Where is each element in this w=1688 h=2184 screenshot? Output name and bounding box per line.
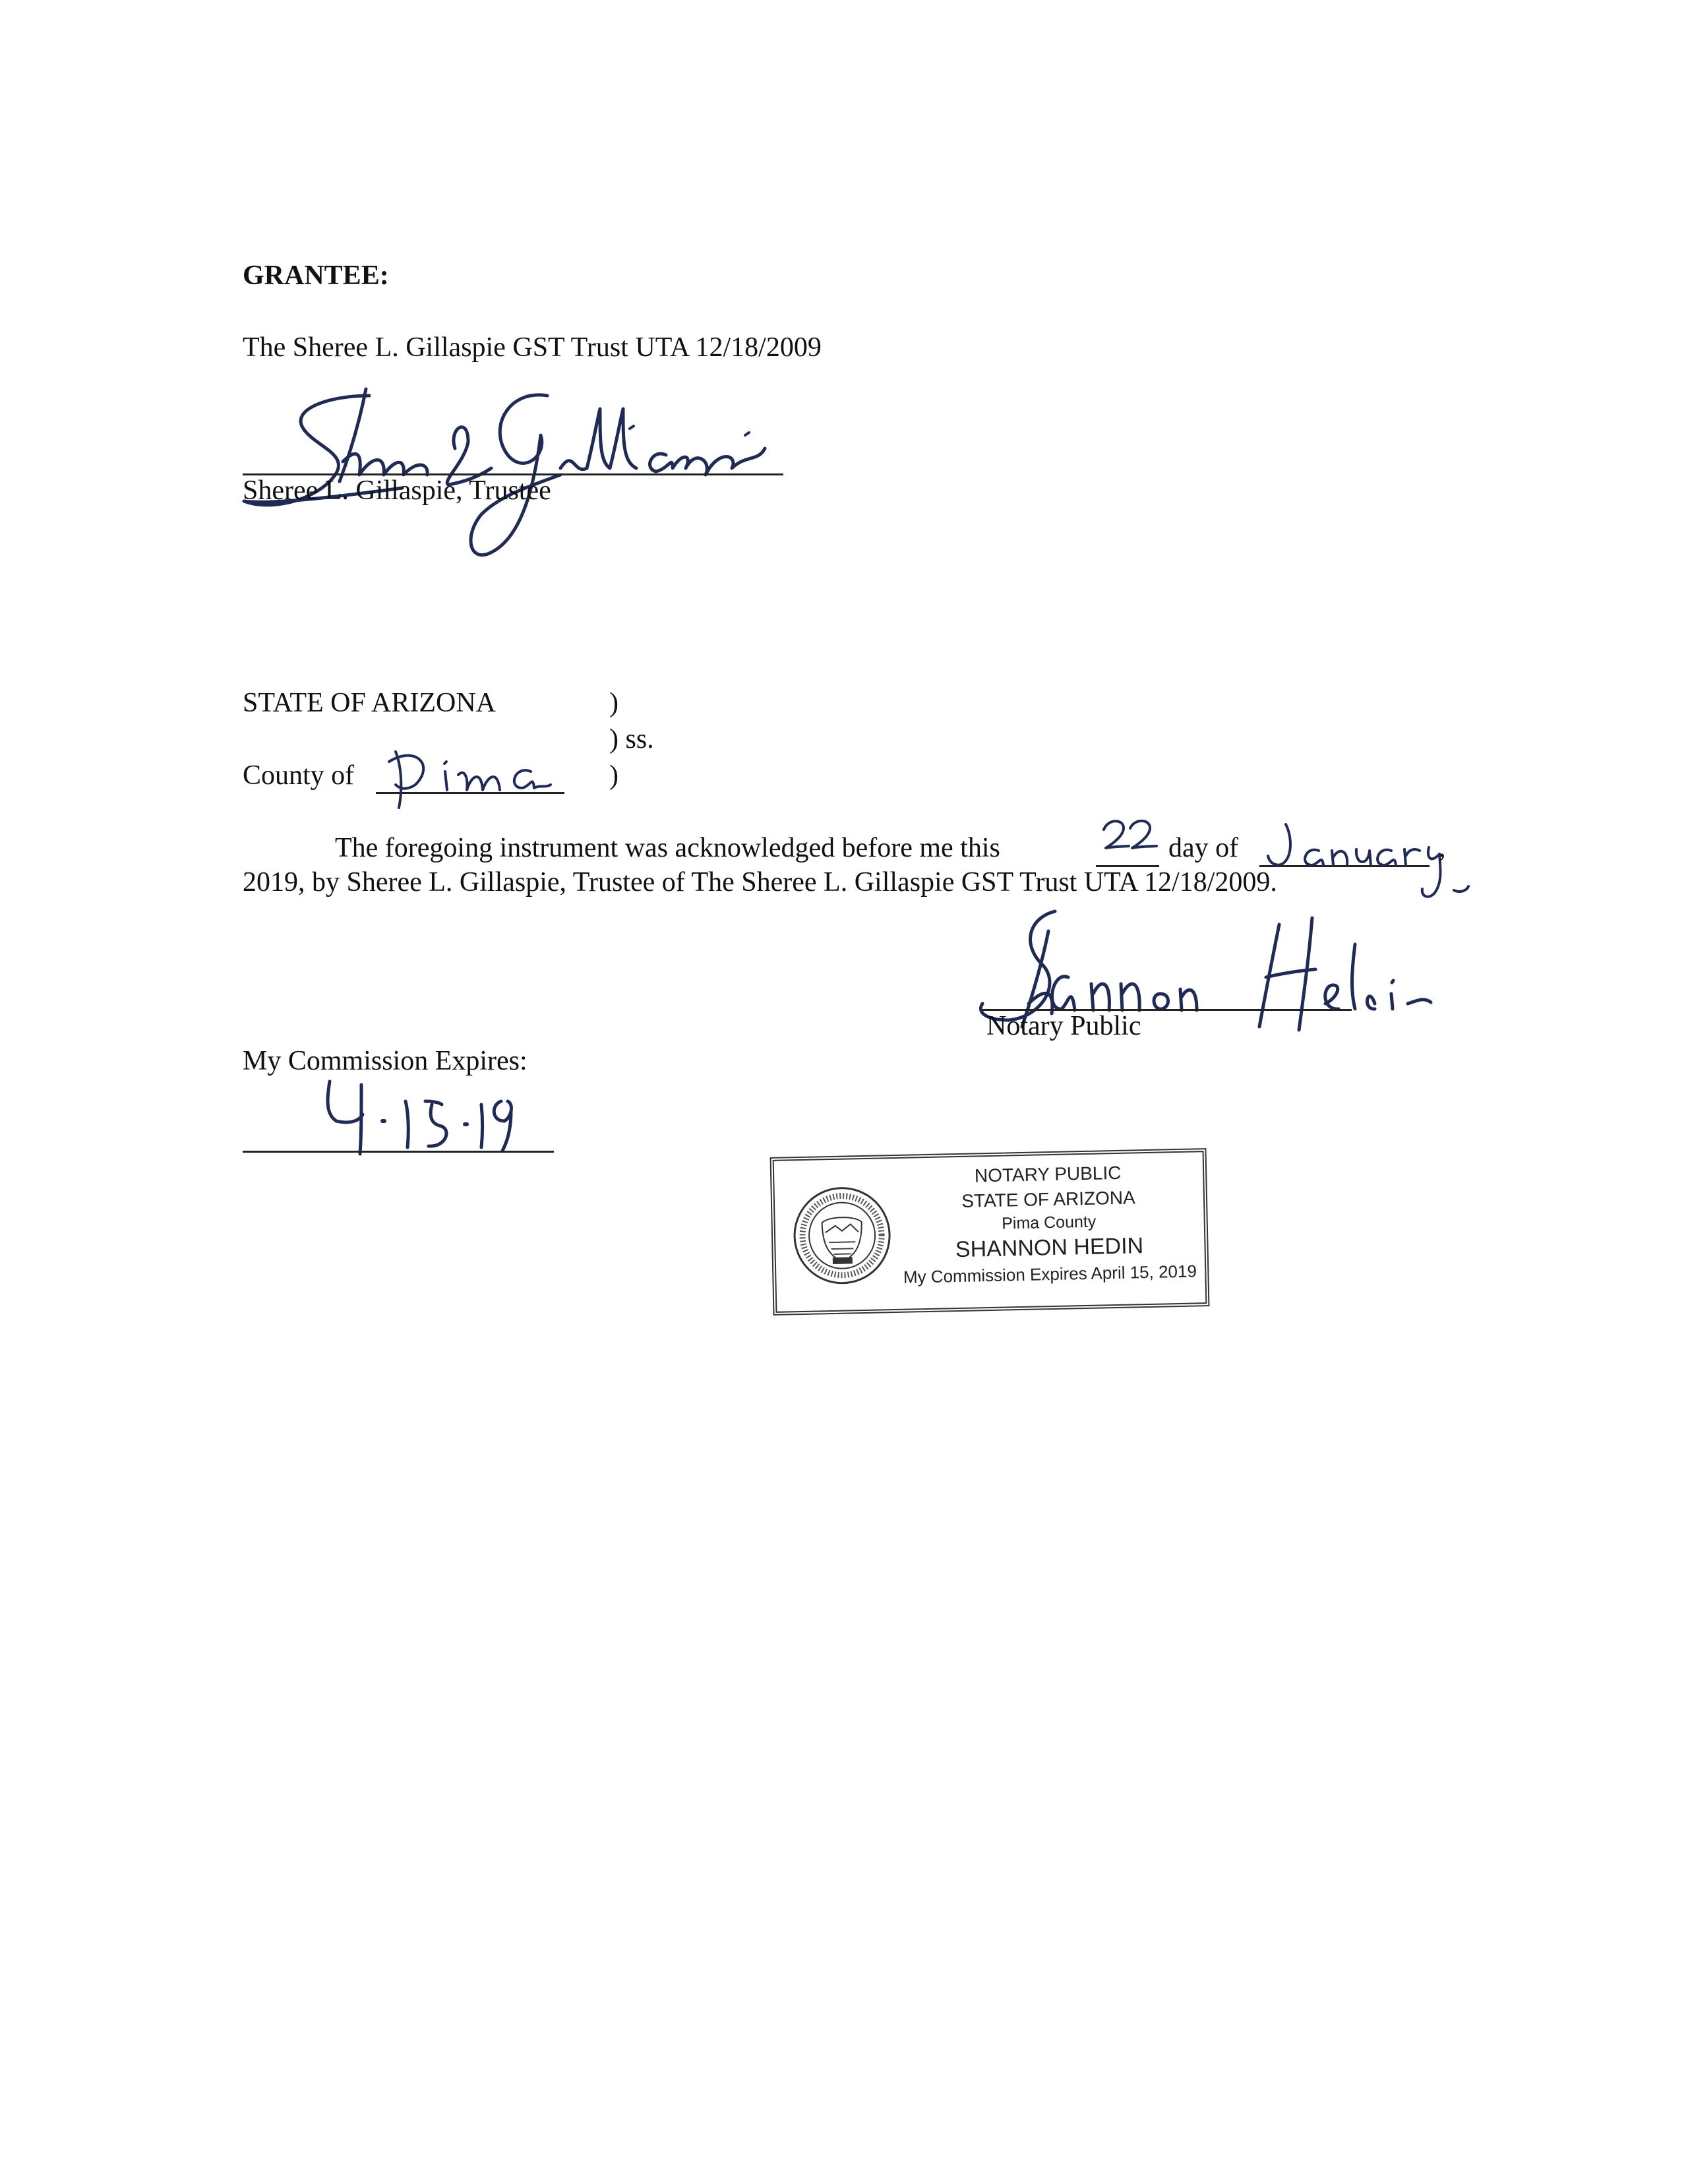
notary-caption: Notary Public [986, 1011, 1141, 1041]
day-handwritten [1096, 810, 1162, 863]
stamp-line-3: Pima County [1001, 1212, 1097, 1233]
grantee-entity: The Sheree L. Gillaspie GST Trust UTA 12/18/2009 [243, 332, 822, 363]
commission-label: My Commission Expires: [243, 1046, 528, 1076]
stamp-line-2: STATE OF ARIZONA [961, 1187, 1135, 1211]
venue-state: STATE OF ARIZONA [243, 688, 496, 718]
notary-stamp [770, 1148, 1210, 1316]
venue-county-label: County of [243, 760, 355, 791]
venue-paren-ss: ) ss. [609, 724, 654, 754]
stamp-line-4: SHANNON HEDIN [955, 1233, 1144, 1263]
ack-line1-prefix: The foregoing instrument was acknowledged before me this [335, 833, 1000, 863]
venue-paren-1: ) [609, 688, 618, 718]
stamp-line-5: My Commission Expires April 15, 2019 [903, 1261, 1197, 1287]
commission-date-handwritten [310, 1075, 528, 1161]
ack-line2: 2019, by Sheree L. Gillaspie, Trustee of The Sheree L. Gillaspie GST Trust UTA 12/18/2009. [243, 867, 1277, 897]
venue-paren-3: ) [609, 760, 618, 791]
ack-comma: , [1439, 833, 1446, 863]
grantee-heading: GRANTEE: [243, 260, 389, 291]
grantee-signer-caption: Sheree L. Gillaspie, Trustee [243, 475, 551, 506]
county-handwritten [376, 739, 574, 811]
arizona-state-seal-icon [792, 1185, 893, 1286]
stamp-line-1: NOTARY PUBLIC [974, 1162, 1122, 1186]
commission-date-line [243, 1151, 554, 1153]
ack-day-of: day of [1168, 833, 1239, 863]
